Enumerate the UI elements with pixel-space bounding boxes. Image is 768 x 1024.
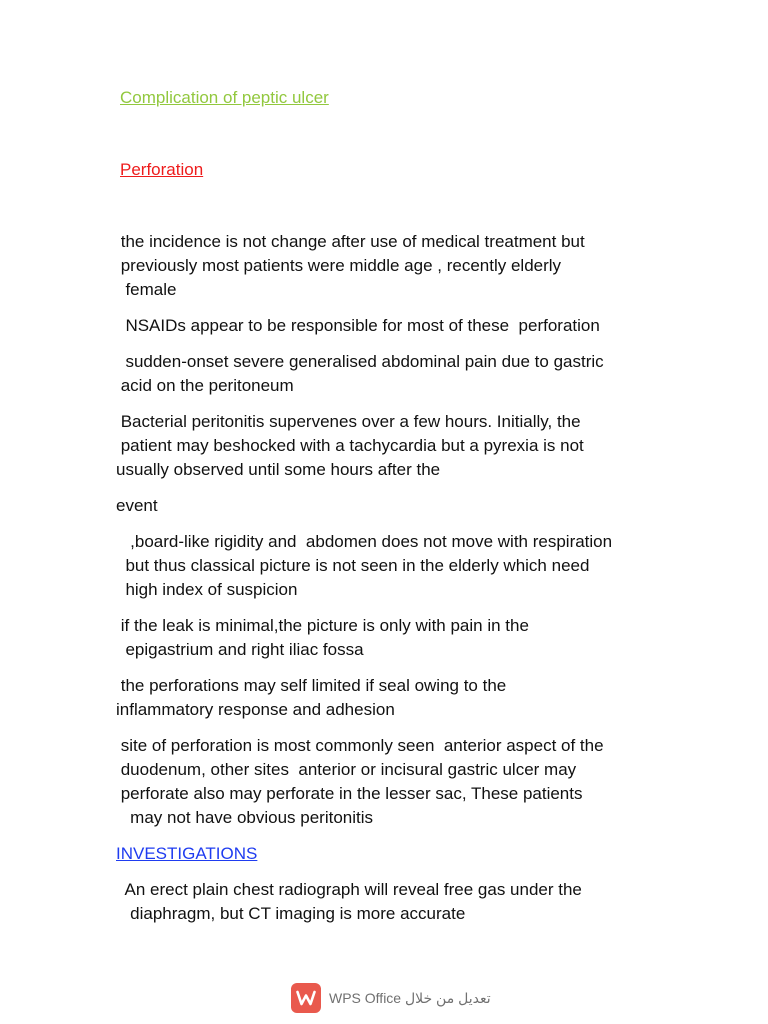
- body-line: the incidence is not change after use of medical treatment but: [116, 232, 585, 251]
- body-line: if the leak is minimal,the picture is only with pain in the: [116, 616, 529, 635]
- body-line: NSAIDs appear to be responsible for most of these perforation: [116, 316, 600, 335]
- w-glyph-icon: [296, 990, 316, 1006]
- body-line: high index of suspicion: [116, 580, 298, 599]
- body-line: sudden-onset severe generalised abdominal pain due to gastric: [116, 352, 604, 371]
- body-line: Bacterial peritonitis supervenes over a few hours. Initially, the: [116, 412, 581, 431]
- wps-footer-text[interactable]: تعديل من خلال WPS Office: [329, 989, 491, 1006]
- wps-footer[interactable]: [291, 982, 491, 1014]
- body-line: perforate also may perforate in the lesser sac, These patients: [116, 784, 583, 803]
- body-line: ,board-like rigidity and abdomen does not move with respiration: [116, 532, 613, 551]
- body-line: previously most patients were middle age , recently elderly: [116, 256, 562, 275]
- body-line: but thus classical picture is not seen in the elderly which need: [116, 556, 590, 575]
- section-heading-investigations: INVESTIGATIONS: [116, 844, 258, 863]
- body-line: usually observed until some hours after the: [116, 460, 441, 479]
- body-line: duodenum, other sites anterior or incisural gastric ulcer may: [116, 760, 577, 779]
- body-line: female: [116, 280, 177, 299]
- body-line: the perforations may self limited if seal owing to the: [116, 676, 507, 695]
- body-line: site of perforation is most commonly seen anterior aspect of the: [116, 736, 604, 755]
- body-line: inflammatory response and adhesion: [116, 700, 395, 719]
- body-line: event: [116, 496, 158, 515]
- body-line: patient may beshocked with a tachycardia but a pyrexia is not: [116, 436, 584, 455]
- investigation-line: An erect plain chest radiograph will reveal free gas under the: [116, 880, 582, 899]
- section-heading-perforation: Perforation: [120, 160, 204, 179]
- wps-office-logo-icon: [291, 983, 321, 1013]
- body-line: may not have obvious peritonitis: [116, 808, 374, 827]
- document-title: Complication of peptic ulcer: [120, 88, 329, 107]
- body-line: acid on the peritoneum: [116, 376, 294, 395]
- body-line: epigastrium and right iliac fossa: [116, 640, 364, 659]
- investigation-line: diaphragm, but CT imaging is more accurate: [116, 904, 466, 923]
